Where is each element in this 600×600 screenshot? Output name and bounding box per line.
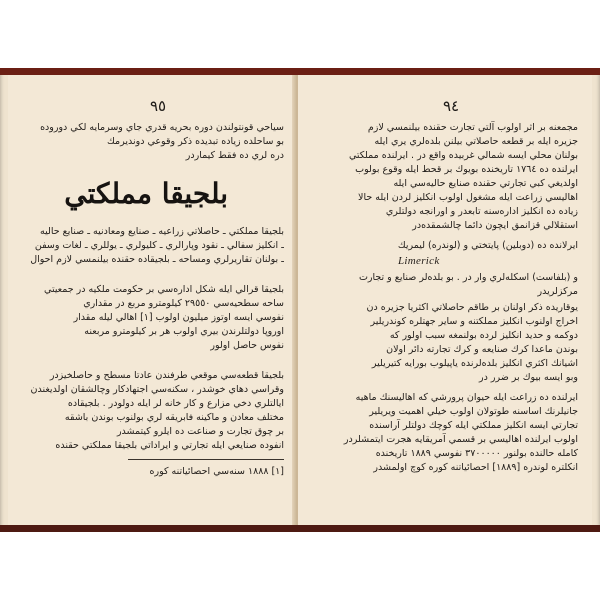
right-page-number: ٩٤	[443, 97, 460, 115]
right-line: بولنان محلي ايسه شمالي غربيده واقع در . ايرلنده مملكتي	[348, 150, 578, 161]
right-line: جانيلرنك اساسنه طوتولان اولوب خيلي اهميت ويريلير	[369, 406, 578, 417]
left-body-line: ايالتلري دخي مزارع و كار خانه لر ايله دولودر . بلجيقاده	[67, 398, 284, 409]
right-line: تجارتي ايسه انكليز مملكتي ايله كوچك دولتلر آراسنده	[369, 420, 578, 431]
left-body-line: بر چوق تجارت و صناعت ده ايلرو كيتمشدر	[116, 426, 284, 437]
right-line: جزيره ايله بر قطعه حاصلاتي بيلنن بلده‌لري يري ايله	[374, 136, 578, 147]
left-body-line: ـ انكليز سفالي ـ نقود وپارالري ـ كليولري ـ يوللري ـ لغات وسفن	[34, 240, 284, 251]
left-body-line: نفوس حاصل اولور	[210, 340, 284, 351]
left-body-line: بلجيقا قرالي ايله شكل اداره‌سي بر حكومت ملكيه در جمعيتي	[44, 284, 284, 295]
left-body-line: ساحه سطحيه‌سي ٢٩٥٥٠ كيلومترو مربع در مقداري	[83, 298, 284, 309]
left-page-number: ٩٥	[150, 97, 167, 115]
right-line: ايرلنده ده زراعت ايله حيوان پرورشي كه اهاليسنك ماهيه	[355, 392, 578, 403]
left-body-line: مختلف معادن و ماكينه فابريقه لري بولنوب بوندن باشقه	[64, 412, 284, 423]
left-body-line: انفوده صنايعي ايله تجارتي و ايراداتي بلجيقا مملكتي حقنده	[55, 440, 284, 451]
left-body-line: بلجيقا مملكتي ـ حاصلاتي زراعيه ـ صنايع ومعادنيه ـ صنايع حاليه	[40, 226, 284, 237]
open-book	[0, 68, 600, 532]
right-line: كامله حالنده بولنور ٣٧٠٠٠٠٠ نفوسي ١٨٨٩ تاريخنده	[375, 448, 578, 459]
right-line: بوندن ماعدا كرك صنايعه و كرك تجارته دائر اولان	[386, 344, 578, 355]
latin-place-name: Limerick	[398, 255, 440, 267]
right-line: ايرلنده ده ١٧٦٤ تاريخنده بويوك بر قحط ايله وقوع بولوب	[355, 164, 578, 175]
left-body-line: وقراسي دهاي خوشدر ، سكنه‌سي اجتهادكار وچالشقان اولديغندن	[30, 384, 284, 395]
section-heading: بلجيقا مملكتي	[64, 177, 228, 210]
left-body-line: نفوسي ايسه اوتوز ميليون اولوب [١] اهالي ليله مقدار	[73, 312, 284, 323]
left-body-line: اوروپا دولتلرندن بيري اولوب هر بر كيلومترو مربعنه	[84, 326, 284, 337]
right-line: اخراج اولنوب انكليز مملكتنه و ساير جهتلره كوندريلير	[370, 316, 578, 327]
left-body-line: بلجيقا قطعه‌سي موقعي طرفندن عادتا مسطح و حاصلخيزدر	[49, 370, 284, 381]
right-line: اولوب ايرلنده اهاليسي بر قسمي آمريقايه هجرت ايتمشلردر	[343, 434, 578, 445]
right-line: زياده ده انكليز اداره‌سنه تابعدر و اورانجه دولتلري	[385, 206, 578, 217]
left-intro-line: دره لري ده فقط كيماردر	[185, 150, 284, 161]
right-line: دوكمه و حديد انكليز لرده بولنمغه سبب اولور كه	[389, 330, 578, 341]
right-line: اولديغي كبي تجارتي حقنده صنايع حاليه‌سي ايله	[393, 178, 578, 189]
right-line: مجمعنه بر اثر اولوب آلتي تجارت حقنده بيلنمسي لازم	[367, 122, 578, 133]
footnote-rule	[128, 459, 284, 460]
right-line: انكلتره لوندره [١٨٨٩] احصائياتنه كوره كوچ اولمشدر	[373, 462, 578, 473]
right-line: وبو ايسه بيوك بر ضرر در	[479, 372, 578, 383]
right-line: و (بلفاست) اسكله‌لري وار در . بو بلده‌لر صنايع و تجارت	[358, 272, 578, 283]
left-page	[8, 75, 296, 525]
left-body-line: ـ بولنان تقاريرلري ومساحه ـ بلجيقاده حقنده بيلنمسي لازم احوال	[30, 254, 284, 265]
right-line: اهاليسي زراعت ايله مشغول اولوب انكليز لردن ايله حالا	[358, 192, 578, 203]
right-city-line: ايرلانده ده (دوبلين) پايتختي و (لوندره) ليمريك	[397, 240, 578, 251]
left-intro-line: سياحي قونتولندن دوره بحريه قدري جاي وسرمايه لكي دوروده	[40, 122, 284, 133]
right-page	[298, 75, 592, 525]
left-footnote: [١] ١٨٨٨ سنه‌سي احصائياتنه كوره	[149, 466, 284, 477]
right-line: يوقاريده ذكر اولنان بر طاقم حاصلاتي اكثريا جزيره دن	[366, 302, 578, 313]
right-line: مركزلريدر	[537, 286, 578, 297]
right-line: استقلالي قزانمق ايچون دائما چالشمقده‌در	[412, 220, 578, 231]
right-line: اشيانك اكثري انكليز بلده‌لرنده ياپيلوب بورايه كتيريلير	[371, 358, 578, 369]
left-intro-line: بو ساحلده زياده تبديده ذكر وقوعي دونديرمك	[107, 136, 284, 147]
